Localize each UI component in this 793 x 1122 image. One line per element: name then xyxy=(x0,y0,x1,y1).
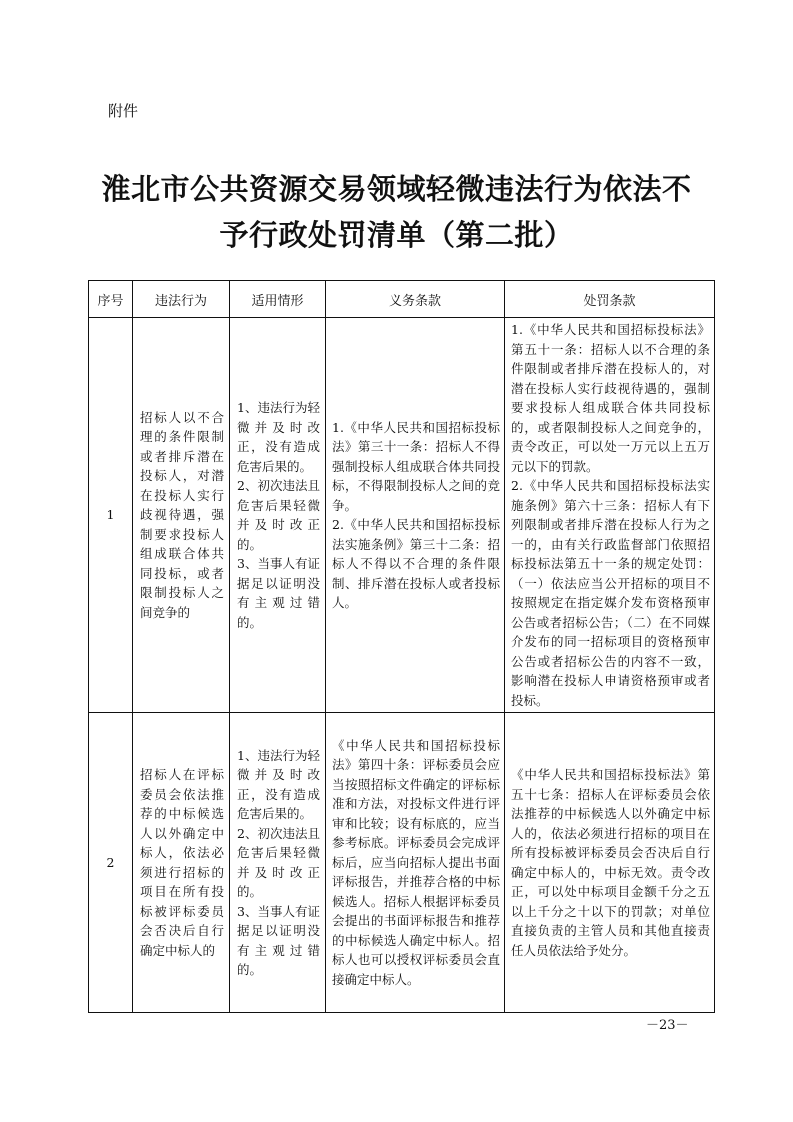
table-row xyxy=(89,713,715,1013)
violation-cell xyxy=(133,318,230,713)
header-obligations: 义务条款 xyxy=(326,281,505,318)
header-violation: 违法行为 xyxy=(133,281,230,318)
header-no: 序号 xyxy=(89,281,133,318)
situation-item: 3、当事人有证据足以证明没有主观过错的。 xyxy=(237,903,320,977)
page-title xyxy=(88,166,705,258)
obligation-clause: 2.《中华人民共和国招标投标法实施条例》第三十二条：招标人不得以不合理的条件限制、排斥潜在投标人或者投标人。 xyxy=(332,517,500,610)
row-number: 2 xyxy=(89,713,133,1013)
header-situations: 适用情形 xyxy=(230,281,326,318)
violation-text: 招标人以不合理的条件限制或者排斥潜在投标人，对潜在投标人实行歧视待遇，强制要求投标人组成联合体共同投标，或者限制投标人之间竞争的 xyxy=(140,409,224,620)
situation-item: 2、初次违法且危害后果轻微并及时改正的。 xyxy=(237,825,320,899)
penalties-cell xyxy=(505,318,715,713)
penalty-list-table xyxy=(88,280,715,1013)
obligation-clause: 《中华人民共和国招标投标法》第四十条：评标委员会应当按照招标文件确定的评标标准和方法，对投标文件进行评审和比较；设有标底的，应当参考标底。评标委员会完成评标后，应当向招标人提出书面评标报告，并推荐合格的中标候选人。招标人根据评标委员会提出的书面评标报告和推荐的中标候选人确定中标人。招标人也可以授权评标委员会直接确定中标人。 xyxy=(332,737,500,987)
situation-item: 1、违法行为轻微并及时改正，没有造成危害后果的。 xyxy=(237,400,320,474)
situation-item: 1、违法行为轻微并及时改正，没有造成危害后果的。 xyxy=(237,747,320,821)
violation-text: 招标人在评标委员会依法推荐的中标候选人以外确定中标人，依法必须进行招标的项目在所有投标被评标委员会否决后自行确定中标人的 xyxy=(140,767,224,958)
obligations-cell xyxy=(326,713,505,1013)
penalties-cell xyxy=(505,713,715,1013)
situations-cell xyxy=(230,713,326,1013)
title-line-1: 淮北市公共资源交易领域轻微违法行为依法不 xyxy=(101,172,692,206)
page-number: －23－ xyxy=(646,1018,689,1033)
obligations-cell xyxy=(326,318,505,713)
situation-item: 2、初次违法且危害后果轻微并及时改正的。 xyxy=(237,478,320,552)
header-penalties: 处罚条款 xyxy=(505,281,715,318)
violation-cell xyxy=(133,713,230,1013)
attachment-label: 附件 xyxy=(108,102,139,120)
penalty-clause: 2.《中华人民共和国招标投标法实施条例》第六十三条：招标人有下列限制或者排斥潜在投标人行为之一的，由有关行政监督部门依照招标投标法第五十一条的规定处罚：（一）依法应当公开招标的项目不按照规定在指定媒介发布资格预审公告或者招标公告；（二）在不同媒介发布的同一招标项目的资格预审公告或者招标公告的内容不一致，影响潜在投标人申请资格预审或者投标。 xyxy=(511,478,710,708)
penalty-clause: 《中华人民共和国招标投标法》第五十七条：招标人在评标委员会依法推荐的中标候选人以外确定中标人的，依法必须进行招标的项目在所有投标被评标委员会否决后自行确定中标人的，中标无效。责令改正，可以处中标项目金额千分之五以上千分之十以下的罚款；对单位直接负责的主管人员和其他直接责任人员依法给予处分。 xyxy=(511,767,710,958)
penalty-clause: 1.《中华人民共和国招标投标法》第五十一条：招标人以不合理的条件限制或者排斥潜在投标人的，对潜在投标人实行歧视待遇的，强制要求投标人组成联合体共同投标的，或者限制投标人之间竞争的，责令改正，可以处一万元以上五万元以下的罚款。 xyxy=(511,322,710,474)
table-row xyxy=(89,318,715,713)
row-number: 1 xyxy=(89,318,133,713)
situations-cell xyxy=(230,318,326,713)
title-line-2: 予行政处罚清单（第二批） xyxy=(219,218,574,252)
situation-item: 3、当事人有证据足以证明没有主观过错的。 xyxy=(237,556,320,630)
obligation-clause: 1.《中华人民共和国招标投标法》第三十一条：招标人不得强制投标人组成联合体共同投标，不得限制投标人之间的竞争。 xyxy=(332,419,500,513)
table-header-row xyxy=(89,281,715,318)
